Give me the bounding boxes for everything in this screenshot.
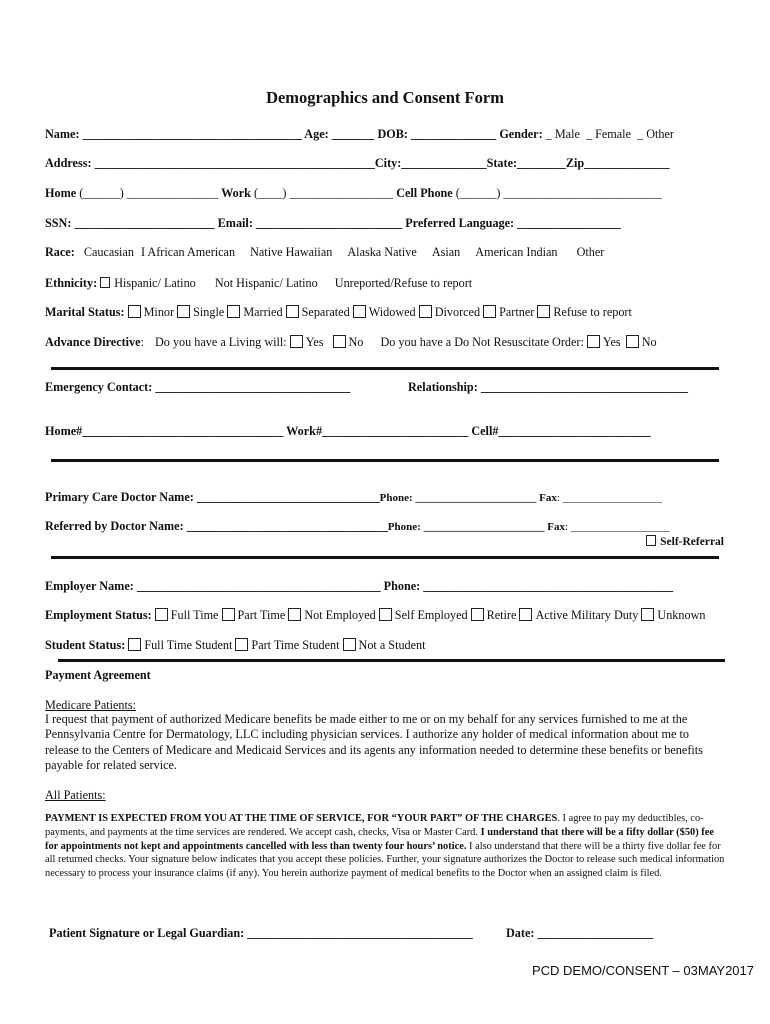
marital-checkbox-separated[interactable] [286, 305, 299, 318]
marital-option-minor: Minor [143, 305, 175, 319]
city-label: City: [374, 156, 402, 170]
marital-option-single: Single [193, 305, 225, 319]
employment-option-unknown: Unknown [657, 608, 706, 622]
date-label: Date: [506, 926, 538, 940]
dnr-no-label: No [641, 335, 657, 349]
race-option-caucasian[interactable]: Caucasian [83, 245, 134, 259]
age-label: Age: [301, 127, 332, 141]
student-option-not-student: Not a Student [358, 638, 426, 652]
employment-option-self-employed: Self Employed [394, 608, 468, 622]
marital-checkbox-single[interactable] [177, 305, 190, 318]
referred-label: Referred by Doctor Name: [45, 519, 187, 533]
referred-phone-label: Phone: [387, 521, 424, 533]
ssn-field[interactable]: _______________________ [74, 216, 215, 230]
dnr-no-checkbox[interactable] [626, 335, 639, 348]
zip-label: Zip [565, 156, 585, 170]
emergency-cell-label: Cell# [468, 424, 499, 438]
language-field[interactable]: _________________ [517, 216, 621, 230]
signature-label: Patient Signature or Legal Guardian: [49, 926, 248, 940]
dnr-question: Do you have a Do Not Resuscitate Order: [380, 335, 584, 349]
marital-option-married: Married [243, 305, 283, 319]
race-option-american-indian[interactable]: American Indian [475, 245, 558, 259]
work-phone-label: Work [218, 186, 254, 200]
divider-3 [51, 556, 719, 559]
marital-row [45, 305, 632, 320]
pcp-fax-label: Fax [536, 492, 557, 504]
employment-checkbox-self-employed[interactable] [379, 608, 392, 621]
employment-checkbox-unknown[interactable] [641, 608, 654, 621]
race-label: Race: [45, 245, 75, 259]
employment-option-retire: Retire [486, 608, 517, 622]
emergency-home-field[interactable]: _________________________________ [82, 424, 284, 438]
address-field[interactable]: ______________________________________________ [94, 156, 375, 170]
gender-options [546, 127, 674, 141]
emergency-contact-label: Emergency Contact: [45, 380, 156, 394]
employment-checkbox-military[interactable] [519, 608, 532, 621]
marital-option-partner: Partner [499, 305, 535, 319]
gender-option-male[interactable]: _ Male [545, 127, 580, 141]
employer-row [45, 579, 673, 594]
referred-fax-field[interactable]: : __________________ [565, 521, 670, 533]
marital-option-widowed: Widowed [368, 305, 416, 319]
employment-option-part-time: Part Time [237, 608, 286, 622]
hispanic-checkbox[interactable] [100, 277, 110, 288]
cell-phone-field[interactable]: (______) __________________________ [455, 186, 662, 200]
signature-field[interactable]: _____________________________________ [247, 926, 473, 940]
divider-2 [51, 459, 719, 462]
all-patients-text [45, 812, 725, 881]
student-checkbox-part-time[interactable] [235, 638, 248, 651]
employment-checkbox-retire[interactable] [471, 608, 484, 621]
missed-appointment-fee-statement: I understand that there will be a fifty dollar ($50) fee for appointments not kept and appointments cancelled with less than twenty four hours’ notice. [45, 826, 714, 852]
ethnicity-option-hispanic[interactable]: Hispanic/ Latino [114, 276, 196, 290]
state-label: State: [486, 156, 518, 170]
gender-label: Gender: [496, 127, 546, 141]
work-phone-field[interactable]: (____) _________________ [254, 186, 394, 200]
gender-option-other[interactable]: _ Other [634, 127, 674, 141]
relationship-row [408, 380, 688, 395]
contact-numbers-row [45, 424, 651, 439]
relationship-field[interactable]: __________________________________ [480, 380, 688, 394]
marital-checkbox-married[interactable] [227, 305, 240, 318]
employment-checkbox-full-time[interactable] [155, 608, 168, 621]
pcp-label: Primary Care Doctor Name: [45, 490, 197, 504]
self-referral-checkbox[interactable] [646, 535, 656, 546]
state-field[interactable]: ________ [517, 156, 566, 170]
employer-phone-label: Phone: [380, 579, 424, 593]
marital-label: Marital Status: [45, 305, 125, 319]
cell-phone-label: Cell Phone [393, 186, 456, 200]
referred-phone-field[interactable]: ______________________ [423, 521, 545, 533]
student-row [45, 638, 426, 653]
employment-option-military: Active Military Duty [535, 608, 639, 622]
employment-checkbox-not-employed[interactable] [288, 608, 301, 621]
ssn-row [45, 216, 621, 231]
ethnicity-option-unreported[interactable]: Unreported/Refuse to report [334, 276, 473, 290]
race-row [45, 245, 604, 260]
emergency-work-label: Work# [283, 424, 323, 438]
marital-checkbox-widowed[interactable] [353, 305, 366, 318]
self-referral-label: Self-Referral [660, 536, 724, 548]
phone-row [45, 186, 662, 201]
employment-option-full-time: Full Time [170, 608, 219, 622]
emergency-row [45, 380, 350, 395]
employer-field[interactable]: ________________________________________ [136, 579, 381, 593]
referred-row [45, 519, 670, 534]
pcp-phone-label: Phone: [379, 492, 416, 504]
advance-directive-colon: : [140, 335, 144, 349]
race-option-native-hawaiian[interactable]: Native Hawaiian [250, 245, 333, 259]
employer-phone-field[interactable]: _________________________________________ [423, 579, 674, 593]
address-label: Address: [45, 156, 95, 170]
gender-option-female[interactable]: _ Female [582, 127, 631, 141]
language-label: Preferred Language: [402, 216, 518, 230]
email-label: Email: [214, 216, 256, 230]
pcp-phone-field[interactable]: ______________________ [415, 492, 537, 504]
student-option-part-time: Part Time Student [251, 638, 340, 652]
pcp-field[interactable]: ______________________________ [196, 490, 380, 504]
race-option-other[interactable]: Other [576, 245, 605, 259]
living-will-yes-checkbox[interactable] [290, 335, 303, 348]
divider-1 [51, 367, 719, 370]
race-option-asian[interactable]: Asian [431, 245, 461, 259]
marital-option-refuse: Refuse to report [553, 305, 632, 319]
dnr-yes-checkbox[interactable] [587, 335, 600, 348]
referred-field[interactable]: _________________________________ [186, 519, 388, 533]
date-row [506, 926, 653, 941]
authorization-text: I also understand that there will be a thirty five dollar fee for all returned checks. Your signature below indicates that you accept these policies. Further, your signature authorizes the Doctor to release such medical information necessary to process your insurance claims (if any). You herein authorize payment of medical benefits to the Doctor when an assigned claim is filed. [45, 840, 725, 880]
payment-heading: Payment Agreement [45, 668, 151, 682]
age-field[interactable]: _______ [331, 127, 375, 141]
dnr-yes-label: Yes [602, 335, 621, 349]
advance-directive-row [45, 335, 657, 350]
medicare-heading: Medicare Patients: [45, 698, 137, 712]
marital-option-separated: Separated [301, 305, 350, 319]
marital-option-divorced: Divorced [434, 305, 481, 319]
emergency-work-field[interactable]: ________________________ [322, 424, 469, 438]
name-field[interactable]: ____________________________________ [82, 127, 302, 141]
student-label: Student Status: [45, 638, 126, 652]
student-checkbox-full-time[interactable] [128, 638, 141, 651]
medicare-text: I request that payment of authorized Medicare benefits be made either to me or on my behalf for any services furnished to me at the Pennsylvania Centre for Dermatology, LLC including physician services. I authorize any holder of medical information about me to release to the Centers of Medicare and Medicaid Services and its agents any information needed to determine these benefits or benefits payable for related service. [45, 712, 703, 773]
emergency-contact-field[interactable]: ________________________________ [155, 380, 351, 394]
student-option-full-time: Full Time Student [144, 638, 233, 652]
marital-checkbox-divorced[interactable] [419, 305, 432, 318]
form-footer-code: PCD DEMO/CONSENT – 03MAY2017 [531, 963, 754, 978]
self-referral [646, 535, 724, 548]
name-row [45, 127, 674, 142]
signature-row [49, 926, 473, 941]
emergency-cell-field[interactable]: _________________________ [498, 424, 651, 438]
ethnicity-row [45, 276, 472, 291]
pcp-row [45, 490, 662, 505]
referred-fax-label: Fax [544, 521, 566, 533]
divider-4 [58, 659, 725, 662]
form-title: Demographics and Consent Form [266, 88, 504, 107]
employment-checkbox-part-time[interactable] [222, 608, 235, 621]
date-field[interactable]: ___________________ [537, 926, 654, 940]
living-will-question: Do you have a Living will: [155, 335, 287, 349]
living-will-no-checkbox[interactable] [333, 335, 346, 348]
marital-checkbox-refuse[interactable] [537, 305, 550, 318]
student-checkbox-not-student[interactable] [343, 638, 356, 651]
employment-label: Employment Status: [45, 608, 152, 622]
home-phone-field[interactable]: (______) _______________ [79, 186, 219, 200]
ssn-label: SSN: [45, 216, 75, 230]
relationship-label: Relationship: [408, 380, 481, 394]
living-will-no-label: No [348, 335, 364, 349]
zip-field[interactable]: ______________ [584, 156, 670, 170]
race-option-african-american[interactable]: I African American [140, 245, 236, 259]
marital-checkbox-partner[interactable] [483, 305, 496, 318]
employer-label: Employer Name: [45, 579, 137, 593]
all-patients-heading: All Patients: [45, 788, 106, 802]
address-row [45, 156, 669, 171]
email-field[interactable]: ________________________ [255, 216, 403, 230]
race-option-alaska-native[interactable]: Alaska Native [347, 245, 417, 259]
employment-row [45, 608, 705, 623]
ethnicity-label: Ethnicity: [45, 276, 98, 290]
dob-label: DOB: [374, 127, 411, 141]
employment-option-not-employed: Not Employed [304, 608, 376, 622]
emergency-home-label: Home# [45, 424, 83, 438]
name-label: Name: [45, 127, 83, 141]
payment-expected-statement: PAYMENT IS EXPECTED FROM YOU AT THE TIME OF SERVICE, FOR “YOUR PART” OF THE CHARGES [45, 813, 558, 824]
pcp-fax-field[interactable]: : __________________ [556, 492, 662, 504]
living-will-yes-label: Yes [305, 335, 324, 349]
payment-terms-text: . I agree to pay my deductibles, co-payments, and payments at the time services are rendered. We accept cash, checks, Visa or Master Card. [45, 813, 704, 838]
marital-checkbox-minor[interactable] [128, 305, 141, 318]
advance-directive-label: Advance Directive [45, 335, 141, 349]
home-phone-label: Home [45, 186, 80, 200]
city-field[interactable]: ______________ [401, 156, 487, 170]
ethnicity-option-not-hispanic[interactable]: Not Hispanic/ Latino [214, 276, 318, 290]
dob-field[interactable]: ______________ [410, 127, 497, 141]
